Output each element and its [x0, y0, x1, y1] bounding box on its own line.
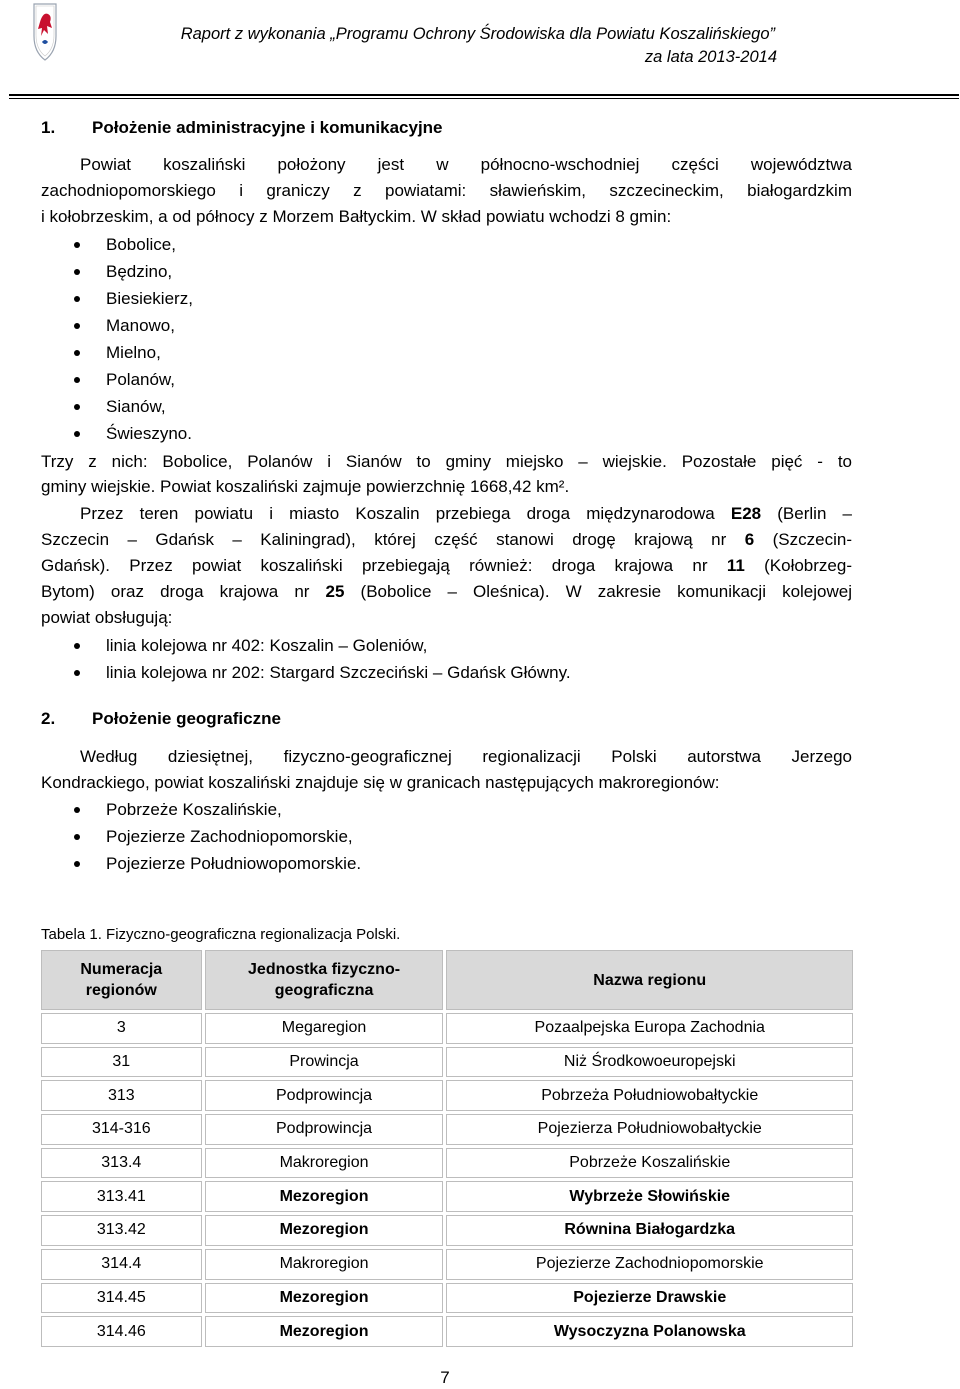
table-cell-num: 3	[41, 1013, 202, 1044]
roads-line2: Szczecin – Gdańsk – Kaliningrad), której część stanowi drogę krajową nr 6 (Szczecin-	[41, 530, 852, 549]
bullet-icon	[74, 861, 80, 867]
roads-line3: Gdańsk). Przez powiat koszaliński przebiegają również: droga krajowa nr 11 (Kołobrzeg-	[41, 556, 852, 575]
table-cell-unit: Mezoregion	[205, 1283, 444, 1314]
gmina-item: Będzino,	[106, 262, 173, 281]
table-cell-name: Niż Środkowoeuropejski	[446, 1047, 853, 1078]
rail-line-item: linia kolejowa nr 402: Koszalin – Goleniów,	[106, 636, 428, 655]
section2-intro-line1: Według dziesiętnej, fizyczno-geograficznej regionalizacji Polski autorstwa Jerzego	[80, 747, 852, 766]
region-item: Pobrzeże Koszalińskie,	[106, 800, 282, 819]
header-rule-thin	[9, 98, 959, 99]
bullet-icon	[74, 242, 80, 248]
bullet-icon	[74, 323, 80, 329]
table-cell-num: 313.4	[41, 1148, 202, 1179]
table-row	[41, 1215, 853, 1246]
header-nazwa: Nazwa regionu	[446, 950, 853, 1010]
table-row	[41, 1013, 853, 1044]
section1-intro-line1: Powiat koszaliński położony jest w północno-wschodniej części województwa	[80, 155, 852, 174]
roads-line1: Przez teren powiatu i miasto Koszalin przebiega droga międzynarodowa E28 (Berlin –	[80, 504, 852, 523]
bullet-icon	[74, 807, 80, 813]
gmina-item: Świeszyno.	[106, 424, 192, 443]
table-cell-name: Pojezierza Południowobałtyckie	[446, 1114, 853, 1145]
table-cell-num: 313	[41, 1080, 202, 1111]
table-cell-num: 314.46	[41, 1316, 202, 1347]
page-number: 7	[440, 1368, 450, 1387]
section1-heading	[41, 115, 443, 141]
table-cell-num: 314.4	[41, 1249, 202, 1280]
region-item: Pojezierze Zachodniopomorskie,	[106, 827, 353, 846]
bullet-icon	[74, 643, 80, 649]
regionalization-table	[38, 947, 856, 1350]
report-title-line1: Raport z wykonania „Programu Ochrony Środowiska dla Powiatu Koszalińskiego”	[180, 25, 775, 43]
table-row	[41, 1249, 853, 1280]
table-cell-unit: Mezoregion	[205, 1181, 444, 1212]
table-cell-name: Równina Białogardzka	[446, 1215, 853, 1246]
header-rule-thick	[9, 94, 959, 96]
table-cell-unit: Megaregion	[205, 1013, 444, 1044]
section2-heading	[41, 706, 281, 732]
table-row	[41, 1283, 853, 1314]
table-cell-num: 313.41	[41, 1181, 202, 1212]
gmina-item: Bobolice,	[106, 235, 176, 254]
region-item: Pojezierze Południowopomorskie.	[106, 854, 362, 873]
rail-line-item: linia kolejowa nr 202: Stargard Szczeciński – Gdańsk Główny.	[106, 663, 571, 682]
coat-of-arms-icon	[33, 2, 57, 62]
table-cell-unit: Mezoregion	[205, 1316, 444, 1347]
bullet-icon	[74, 269, 80, 275]
bullet-icon	[74, 431, 80, 437]
table-cell-unit: Podprowincja	[205, 1080, 444, 1111]
table-cell-num: 314.45	[41, 1283, 202, 1314]
table-cell-name: Pojezierze Drawskie	[446, 1283, 853, 1314]
header-jednostka: Jednostka fizyczno- geograficzna	[205, 950, 444, 1010]
gmina-item: Sianów,	[106, 397, 166, 416]
bullet-icon	[74, 670, 80, 676]
table-cell-name: Wybrzeże Słowińskie	[446, 1181, 853, 1212]
gmina-item: Biesiekierz,	[106, 289, 193, 308]
header-numeracja: Numeracja regionów	[41, 950, 202, 1010]
section2-title: Położenie geograficzne	[92, 709, 281, 728]
table-cell-name: Wysoczyzna Polanowska	[446, 1316, 853, 1347]
table-body	[41, 1013, 853, 1347]
table-row	[41, 1316, 853, 1347]
table-cell-name: Pobrzeże Koszalińskie	[446, 1148, 853, 1179]
table-cell-num: 313.42	[41, 1215, 202, 1246]
bullet-icon	[74, 834, 80, 840]
table-row	[41, 1181, 853, 1212]
table-cell-name: Pobrzeża Południowobałtyckie	[446, 1080, 853, 1111]
roads-line4: Bytom) oraz droga krajowa nr 25 (Bobolice – Oleśnica). W zakresie komunikacji kolejowej	[41, 582, 853, 601]
roads-line5: powiat obsługują:	[41, 608, 173, 627]
bullet-icon	[74, 350, 80, 356]
table-row	[41, 1047, 853, 1078]
section1-summary-line2: gminy wiejskie. Powiat koszaliński zajmuje powierzchnię 1668,42 km².	[41, 477, 570, 496]
section2-intro-line2: Kondrackiego, powiat koszaliński znajduje się w granicach następujących makroregionów:	[41, 773, 720, 792]
bullet-icon	[74, 404, 80, 410]
gmina-item: Mielno,	[106, 343, 161, 362]
section1-title: Położenie administracyjne i komunikacyjne	[92, 118, 443, 137]
table-cell-unit: Makroregion	[205, 1148, 444, 1179]
table-header-row	[41, 950, 853, 1010]
table-cell-name: Pozaalpejska Europa Zachodnia	[446, 1013, 853, 1044]
table-cell-unit: Podprowincja	[205, 1114, 444, 1145]
table-row	[41, 1080, 853, 1111]
table-row	[41, 1114, 853, 1145]
bullet-icon	[74, 296, 80, 302]
section1-summary-line1: Trzy z nich: Bobolice, Polanów i Sianów to gminy miejsko – wiejskie. Pozostałe pięć - to	[41, 452, 852, 471]
table-row	[41, 1148, 853, 1179]
table-cell-unit: Prowincja	[205, 1047, 444, 1078]
table-cell-unit: Mezoregion	[205, 1215, 444, 1246]
section1-intro-line2: zachodniopomorskiego i graniczy z powiatami: sławieńskim, szczecineckim, białogardzkim	[41, 181, 852, 200]
table-caption: Tabela 1. Fizyczno-geograficzna regionalizacja Polski.	[41, 926, 401, 943]
bullet-icon	[74, 377, 80, 383]
table-cell-unit: Makroregion	[205, 1249, 444, 1280]
gmina-item: Polanów,	[106, 370, 175, 389]
gmina-item: Manowo,	[106, 316, 175, 335]
report-title-line2: za lata 2013-2014	[644, 48, 777, 66]
table-cell-num: 314-316	[41, 1114, 202, 1145]
section2-number: 2.	[41, 709, 56, 728]
section1-intro-line3: i kołobrzeskim, a od północy z Morzem Bałtyckim. W skład powiatu wchodzi 8 gmin:	[41, 207, 672, 226]
page-header	[0, 0, 960, 100]
section1-number: 1.	[41, 118, 56, 137]
table-cell-num: 31	[41, 1047, 202, 1078]
table-cell-name: Pojezierze Zachodniopomorskie	[446, 1249, 853, 1280]
